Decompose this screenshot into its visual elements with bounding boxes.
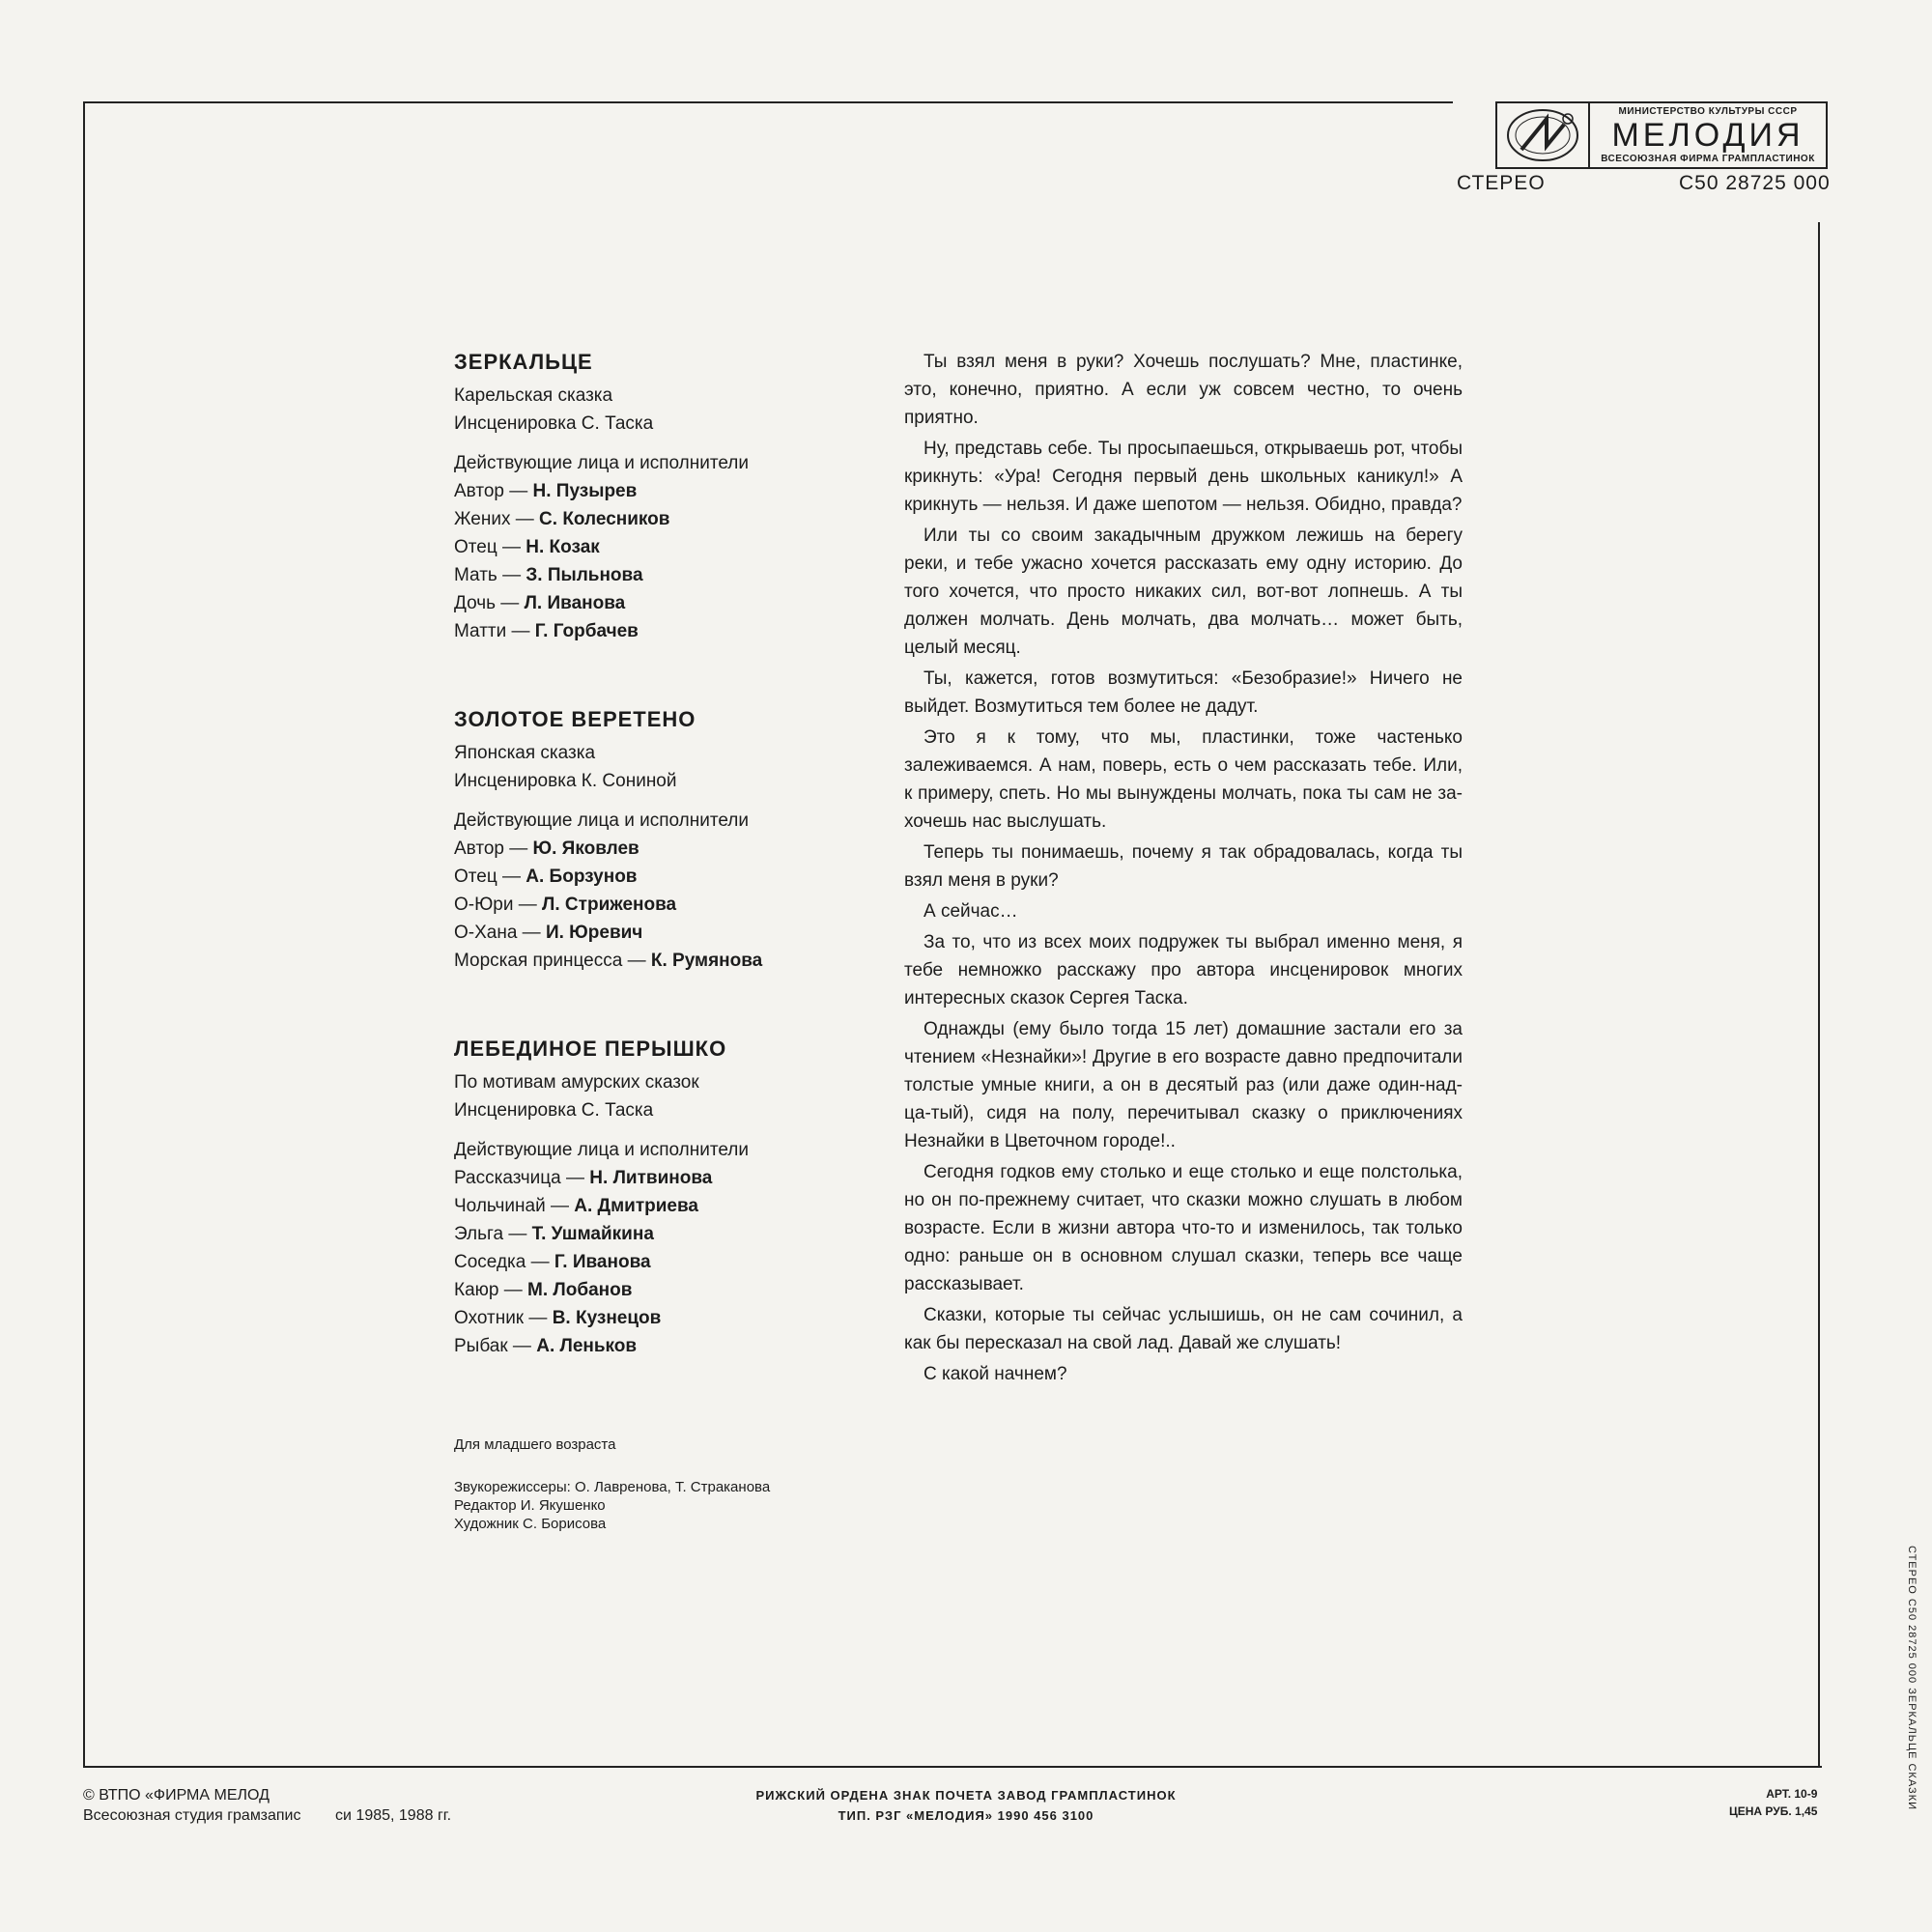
frame-right-line: [1818, 222, 1820, 1768]
paragraph: Сказки, которые ты сейчас услышишь, он не сам сочинил, а как бы пересказал на свой лад. Давай же слушать!: [904, 1305, 1463, 1353]
credits-block: [454, 1478, 879, 1533]
cast-line: [454, 919, 879, 947]
spine-text: СТЕРЕО С50 28725 000 ЗЕРКАЛЬЦЕ СКАЗКИ: [1906, 1546, 1918, 1811]
cast-line: [454, 1164, 879, 1192]
tale-section: [454, 705, 879, 975]
catalog-number: С50 28725 000: [1679, 172, 1831, 194]
cast-line: [454, 505, 879, 533]
cast-actor: Г. Иванова: [554, 1252, 651, 1272]
cast-actor: И. Юревич: [545, 923, 643, 943]
cast-role: Дочь —: [454, 593, 525, 613]
cast-line: [454, 947, 879, 975]
cast-line: [454, 617, 879, 645]
paragraph: Сегодня годков ему столько и еще столько и еще полстолька, но он по-прежнему считает, что сказки можно слушать в любом возрасте. Если в жизни автора что-то и изменилось, так только одно: раньше он в основном слушал сказки, теперь все чаще рассказывает.: [904, 1162, 1463, 1294]
logo-firm-text: ВСЕСОЮЗНАЯ ФИРМА ГРАМПЛАСТИНОК: [1601, 154, 1815, 164]
paragraph: За то, что из всех моих подружек ты выбрал именно меня, я тебе немножко расскажу про автора инсценировок многих интересных сказок Сергея Таска.: [904, 932, 1463, 1009]
paragraph: Ты взял меня в руки? Хочешь послушать? Мне, пластинке, это, конечно, приятно. А если уж совсем честно, то очень приятно.: [904, 352, 1463, 428]
tale-origin: Японская сказка: [454, 743, 596, 763]
cast-role: Мать —: [454, 565, 526, 585]
logo-ministry-text: МИНИСТЕРСТВО КУЛЬТУРЫ СССР: [1618, 106, 1798, 117]
melodiya-logo: [1495, 101, 1828, 169]
cast-line: [454, 561, 879, 589]
cast-actor: Л. Иванова: [524, 593, 626, 613]
cast-role: Автор —: [454, 838, 533, 859]
tale-origin: По мотивам амурских сказок: [454, 1072, 699, 1093]
cast-role: Рыбак —: [454, 1336, 537, 1356]
art-code: АРТ. 10-9: [1766, 1787, 1818, 1801]
cast-heading: Действующие лица и исполнители: [454, 810, 749, 831]
cast-line: [454, 1220, 879, 1248]
price: ЦЕНА РУБ. 1,45: [1729, 1804, 1818, 1818]
paragraph: Это я к тому, что мы, пластинки, тоже частенько залеживаемся. А нам, поверь, есть о чем рассказать тебе. Или, к примеру, спеть. Но мы вынуждены молчать, пока ты сам не захочешь нас выслушать.: [904, 727, 1463, 832]
paragraph: Теперь ты понимаешь, почему я так обрадовалась, когда ты взял меня в руки?: [904, 842, 1463, 891]
credit-line: Художник С. Борисова: [454, 1516, 607, 1532]
tale-adaptation: Инсценировка С. Таска: [454, 1100, 654, 1121]
plant-line: ТИП. РЗГ «МЕЛОДИЯ» 1990 456 3100: [838, 1808, 1094, 1823]
cast-heading: Действующие лица и исполнители: [454, 453, 749, 473]
plant-line: РИЖСКИЙ ОРДЕНА ЗНАК ПОЧЕТА ЗАВОД ГРАМПЛАСТИНОК: [755, 1788, 1177, 1803]
cast-role: Автор —: [454, 481, 533, 501]
tale-title: ЗЕРКАЛЬЦЕ: [454, 350, 593, 374]
cast-actor: К. Румянова: [650, 951, 763, 971]
cast-role: Охотник —: [454, 1308, 553, 1328]
cast-role: Морская принцесса —: [454, 951, 651, 971]
paragraph: Однажды (ему было тогда 15 лет) домашние застали его за чтением «Незнайки»! Другие в его возрасте давно предпочитали толстые умные книги, а он в десятый раз (или даже один-над-ца-тый), сидя на полу, перечитывал сказку о приключениях Незнайки в Цветочном городе!..: [904, 1019, 1463, 1151]
tale-adaptation: Инсценировка К. Сониной: [454, 771, 677, 791]
melodiya-emblem-icon: [1497, 103, 1590, 167]
tale-origin: Карельская сказка: [454, 385, 613, 406]
tales-column: [454, 348, 879, 1533]
frame-left-line: [83, 101, 85, 1768]
cast-line: [454, 1192, 879, 1220]
cast-role: Жених —: [454, 509, 540, 529]
logo-name: МЕЛОДИЯ: [1611, 117, 1804, 154]
plant-info: [0, 1785, 1932, 1826]
cast-line: [454, 589, 879, 617]
cast-actor: Ю. Яковлев: [532, 838, 639, 859]
cast-line: [454, 1276, 879, 1304]
frame-top-line: [83, 101, 1453, 103]
paragraph: Ну, представь себе. Ты просыпаешься, открываешь рот, чтобы крикнуть: «Ура! Сегодня первый день школьных каникул!» А крикнуть — нельзя. И даже шепотом — нельзя. Обидно, правда?: [904, 439, 1463, 515]
credit-line: Редактор И. Якушенко: [454, 1497, 606, 1514]
cast-role: О-Хана —: [454, 923, 546, 943]
cast-line: [454, 1332, 879, 1360]
cast-role: Отец —: [454, 537, 526, 557]
cast-actor: А. Леньков: [536, 1336, 638, 1356]
paragraph: Или ты со своим закадычным дружком лежишь на берегу реки, и тебе ужасно хочется рассказать ему одну историю. До того хочется, что просто никаких сил, вот-вот лопнешь. А ты должен молчать. День молчать, два молчать… может быть, целый месяц.: [904, 526, 1463, 658]
cast-line: [454, 477, 879, 505]
price-block: [1729, 1785, 1817, 1820]
cast-line: [454, 863, 879, 891]
cast-actor: Л. Стриженова: [542, 895, 677, 915]
tale-title: ЗОЛОТОЕ ВЕРЕТЕНО: [454, 707, 696, 731]
cast-line: [454, 891, 879, 919]
tale-section: [454, 1035, 879, 1360]
copyright-line: Всесоюзная студия грамзапис си 1985, 1988 гг.: [83, 1807, 452, 1824]
cast-line: [454, 1248, 879, 1276]
tale-title: ЛЕБЕДИНОЕ ПЕРЫШКО: [454, 1037, 727, 1061]
cast-line: [454, 533, 879, 561]
cast-actor: Г. Горбачев: [534, 621, 639, 641]
paragraph: А сейчас…: [923, 901, 1018, 922]
cast-actor: М. Лобанов: [527, 1280, 633, 1300]
cast-role: Матти —: [454, 621, 535, 641]
cast-role: Соседка —: [454, 1252, 554, 1272]
tale-adaptation: Инсценировка С. Таска: [454, 413, 654, 434]
cast-actor: Н. Литвинова: [589, 1168, 713, 1188]
cast-actor: А. Борзунов: [526, 867, 638, 887]
cast-actor: В. Кузнецов: [552, 1308, 662, 1328]
cast-actor: З. Пыльнова: [526, 565, 643, 585]
cast-actor: А. Дмитриева: [574, 1196, 698, 1216]
cast-line: [454, 835, 879, 863]
paragraph: С какой начнем?: [923, 1364, 1067, 1384]
frame-bottom-line: [83, 1766, 1822, 1768]
cast-role: О-Юри —: [454, 895, 543, 915]
cast-actor: С. Колесников: [539, 509, 670, 529]
age-note: Для младшего возраста: [454, 1436, 616, 1453]
stereo-label: СТЕРЕО: [1457, 172, 1546, 194]
cast-role: Эльга —: [454, 1224, 532, 1244]
copyright-line: © ВТПО «ФИРМА МЕЛОД: [83, 1787, 270, 1804]
paragraph: Ты, кажется, готов возмутиться: «Безобразие!» Ничего не выйдет. Возмутиться тем более не дадут.: [904, 668, 1463, 717]
cast-actor: Н. Пузырев: [532, 481, 638, 501]
cast-role: Отец —: [454, 867, 526, 887]
cast-actor: Н. Козак: [526, 537, 600, 557]
cast-heading: Действующие лица и исполнители: [454, 1140, 749, 1160]
liner-notes-column: [904, 348, 1463, 1391]
cast-actor: Т. Ушмайкина: [531, 1224, 654, 1244]
cast-role: Чольчинай —: [454, 1196, 575, 1216]
credit-line: Звукорежиссеры: О. Лавренова, Т. Страканова: [454, 1479, 771, 1495]
tale-section: [454, 348, 879, 645]
cast-role: Рассказчица —: [454, 1168, 590, 1188]
cast-role: Каюр —: [454, 1280, 528, 1300]
cast-line: [454, 1304, 879, 1332]
